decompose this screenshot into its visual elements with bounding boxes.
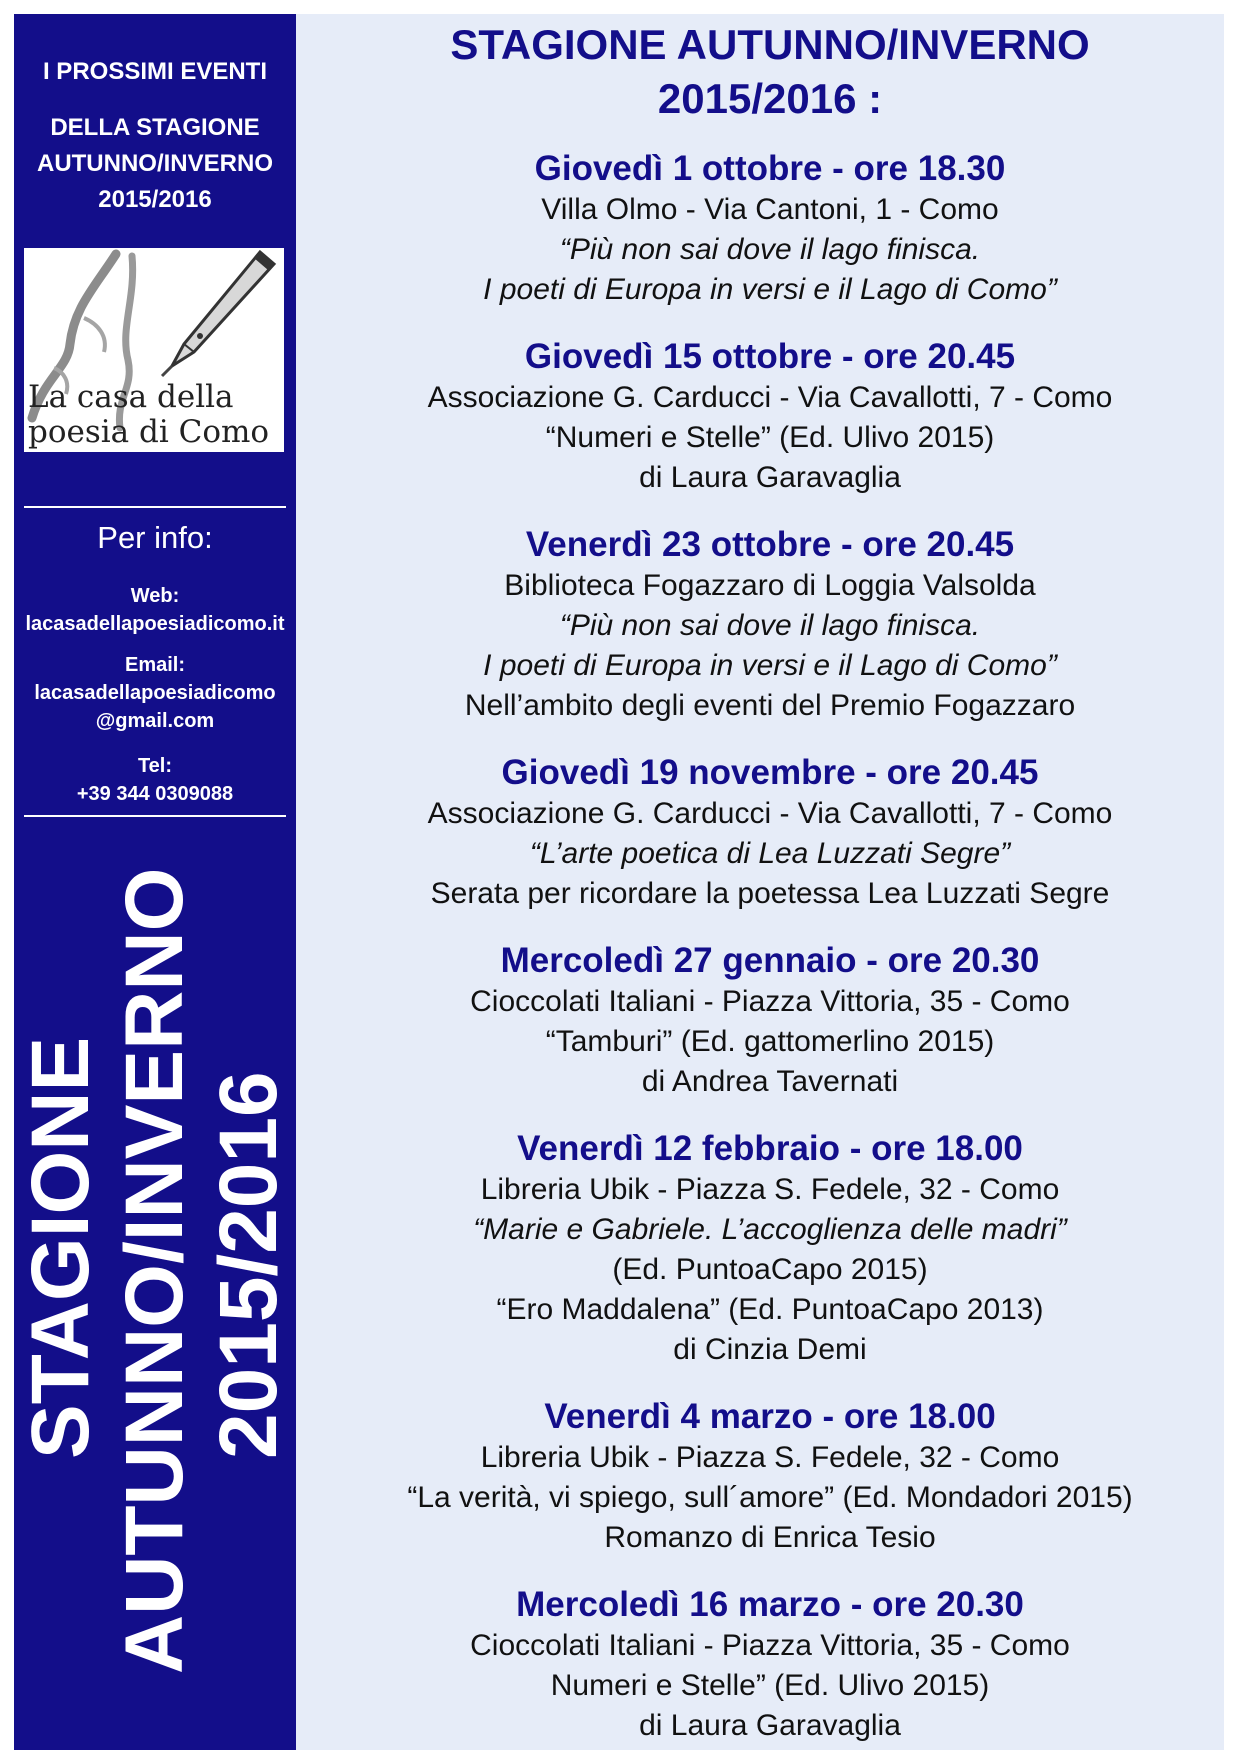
event-1 xyxy=(330,148,1210,310)
event-5 xyxy=(330,940,1210,1102)
vertical-season-title xyxy=(14,867,296,1674)
event-venue: Associazione G. Carducci - Via Cavallotti, 7 - Como xyxy=(427,381,1113,414)
sidebar-heading-line: DELLA STAGIONE xyxy=(50,114,260,141)
web-label: Web: xyxy=(130,585,180,607)
event-heading: Giovedì 15 ottobre - ore 20.45 xyxy=(524,337,1016,376)
events-content xyxy=(330,18,1210,1746)
info-title: Per info: xyxy=(97,520,213,555)
tel-label: Tel: xyxy=(137,755,173,777)
event-title: “Marie e Gabriele. L’accoglienza delle madri” xyxy=(473,1213,1067,1246)
event-note: Serata per ricordare la poetessa Lea Luzzati Segre xyxy=(430,877,1110,910)
event-author: di Cinzia Demi xyxy=(673,1333,867,1366)
email-label: Email: xyxy=(124,654,186,676)
sidebar-heading-top xyxy=(14,54,296,90)
logo-text xyxy=(28,380,282,450)
event-7 xyxy=(330,1396,1210,1558)
event-publisher: (Ed. PuntoaCapo 2015) xyxy=(612,1253,928,1286)
sidebar xyxy=(14,14,296,1750)
page-title-line: 2015/2016 : xyxy=(657,75,883,122)
event-title: “Numeri e Stelle” (Ed. Ulivo 2015) xyxy=(545,421,995,454)
event-author: di Laura Garavaglia xyxy=(639,1709,901,1742)
event-venue: Libreria Ubik - Piazza S. Fedele, 32 - Como xyxy=(480,1173,1060,1206)
vertical-title-line: STAGIONE xyxy=(15,1036,106,1459)
info-web xyxy=(14,582,296,638)
event-venue: Libreria Ubik - Piazza S. Fedele, 32 - Como xyxy=(480,1441,1060,1474)
event-title: “Più non sai dove il lago finisca. xyxy=(559,609,981,642)
event-author: di Andrea Tavernati xyxy=(641,1065,899,1098)
event-2 xyxy=(330,336,1210,498)
info-email xyxy=(14,651,296,735)
divider xyxy=(24,815,286,817)
event-4 xyxy=(330,752,1210,914)
event-heading: Venerdì 23 ottobre - ore 20.45 xyxy=(525,525,1015,564)
event-heading: Giovedì 19 novembre - ore 20.45 xyxy=(501,753,1039,792)
vertical-title-line: 2015/2016 xyxy=(203,1071,294,1459)
event-title: “Ero Maddalena” (Ed. PuntoaCapo 2013) xyxy=(496,1293,1044,1326)
logo xyxy=(24,248,284,452)
event-venue: Cioccolati Italiani - Piazza Vittoria, 35 - Como xyxy=(470,1629,1070,1662)
event-author: di Laura Garavaglia xyxy=(639,461,901,494)
event-3 xyxy=(330,524,1210,726)
page-title xyxy=(330,18,1210,126)
email-value[interactable]: @gmail.com xyxy=(95,710,215,732)
event-heading: Venerdì 4 marzo - ore 18.00 xyxy=(544,1397,996,1436)
tel-value[interactable]: +39 344 0309088 xyxy=(76,783,234,805)
divider xyxy=(24,506,286,508)
event-title: “La verità, vi spiego, sull´amore” (Ed. Mondadori 2015) xyxy=(407,1481,1133,1514)
vertical-title-line: AUTUNNO/INVERNO xyxy=(109,867,200,1674)
email-value[interactable]: lacasadellapoesiadicomo xyxy=(34,682,276,704)
event-venue: Biblioteca Fogazzaro di Loggia Valsolda xyxy=(504,569,1036,602)
event-venue: Associazione G. Carducci - Via Cavallotti, 7 - Como xyxy=(427,797,1113,830)
event-title: “Più non sai dove il lago finisca. xyxy=(559,233,981,266)
event-title: I poeti di Europa in versi e il Lago di Como” xyxy=(483,649,1057,682)
event-title: Numeri e Stelle” (Ed. Ulivo 2015) xyxy=(550,1669,990,1702)
event-note: Nell’ambito degli eventi del Premio Fogazzaro xyxy=(464,689,1076,722)
sidebar-heading-line: 2015/2016 xyxy=(98,186,212,213)
sidebar-heading-line: AUTUNNO/INVERNO xyxy=(36,150,273,177)
event-title: “L’arte poetica di Lea Luzzati Segre” xyxy=(529,837,1011,870)
logo-text-line: La casa della xyxy=(28,379,234,415)
event-8 xyxy=(330,1584,1210,1746)
event-venue: Cioccolati Italiani - Piazza Vittoria, 35 - Como xyxy=(470,985,1070,1018)
sidebar-heading-season xyxy=(14,110,296,218)
event-title: “Tamburi” (Ed. gattomerlino 2015) xyxy=(545,1025,995,1058)
event-heading: Venerdì 12 febbraio - ore 18.00 xyxy=(517,1129,1023,1168)
logo-text-line: poesia di Como xyxy=(28,414,270,450)
page-title-line: STAGIONE AUTUNNO/INVERNO xyxy=(450,21,1090,68)
info-tel xyxy=(14,752,296,808)
event-title: I poeti di Europa in versi e il Lago di Como” xyxy=(483,273,1057,306)
event-heading: Mercoledì 27 gennaio - ore 20.30 xyxy=(500,941,1040,980)
event-6 xyxy=(330,1128,1210,1370)
web-value[interactable]: lacasadellapoesiadicomo.it xyxy=(25,613,285,635)
event-author: Romanzo di Enrica Tesio xyxy=(604,1521,936,1554)
sidebar-heading-line: I PROSSIMI EVENTI xyxy=(42,58,268,85)
event-venue: Villa Olmo - Via Cantoni, 1 - Como xyxy=(541,193,999,226)
event-heading: Mercoledì 16 marzo - ore 20.30 xyxy=(516,1585,1024,1624)
event-heading: Giovedì 1 ottobre - ore 18.30 xyxy=(534,149,1006,188)
